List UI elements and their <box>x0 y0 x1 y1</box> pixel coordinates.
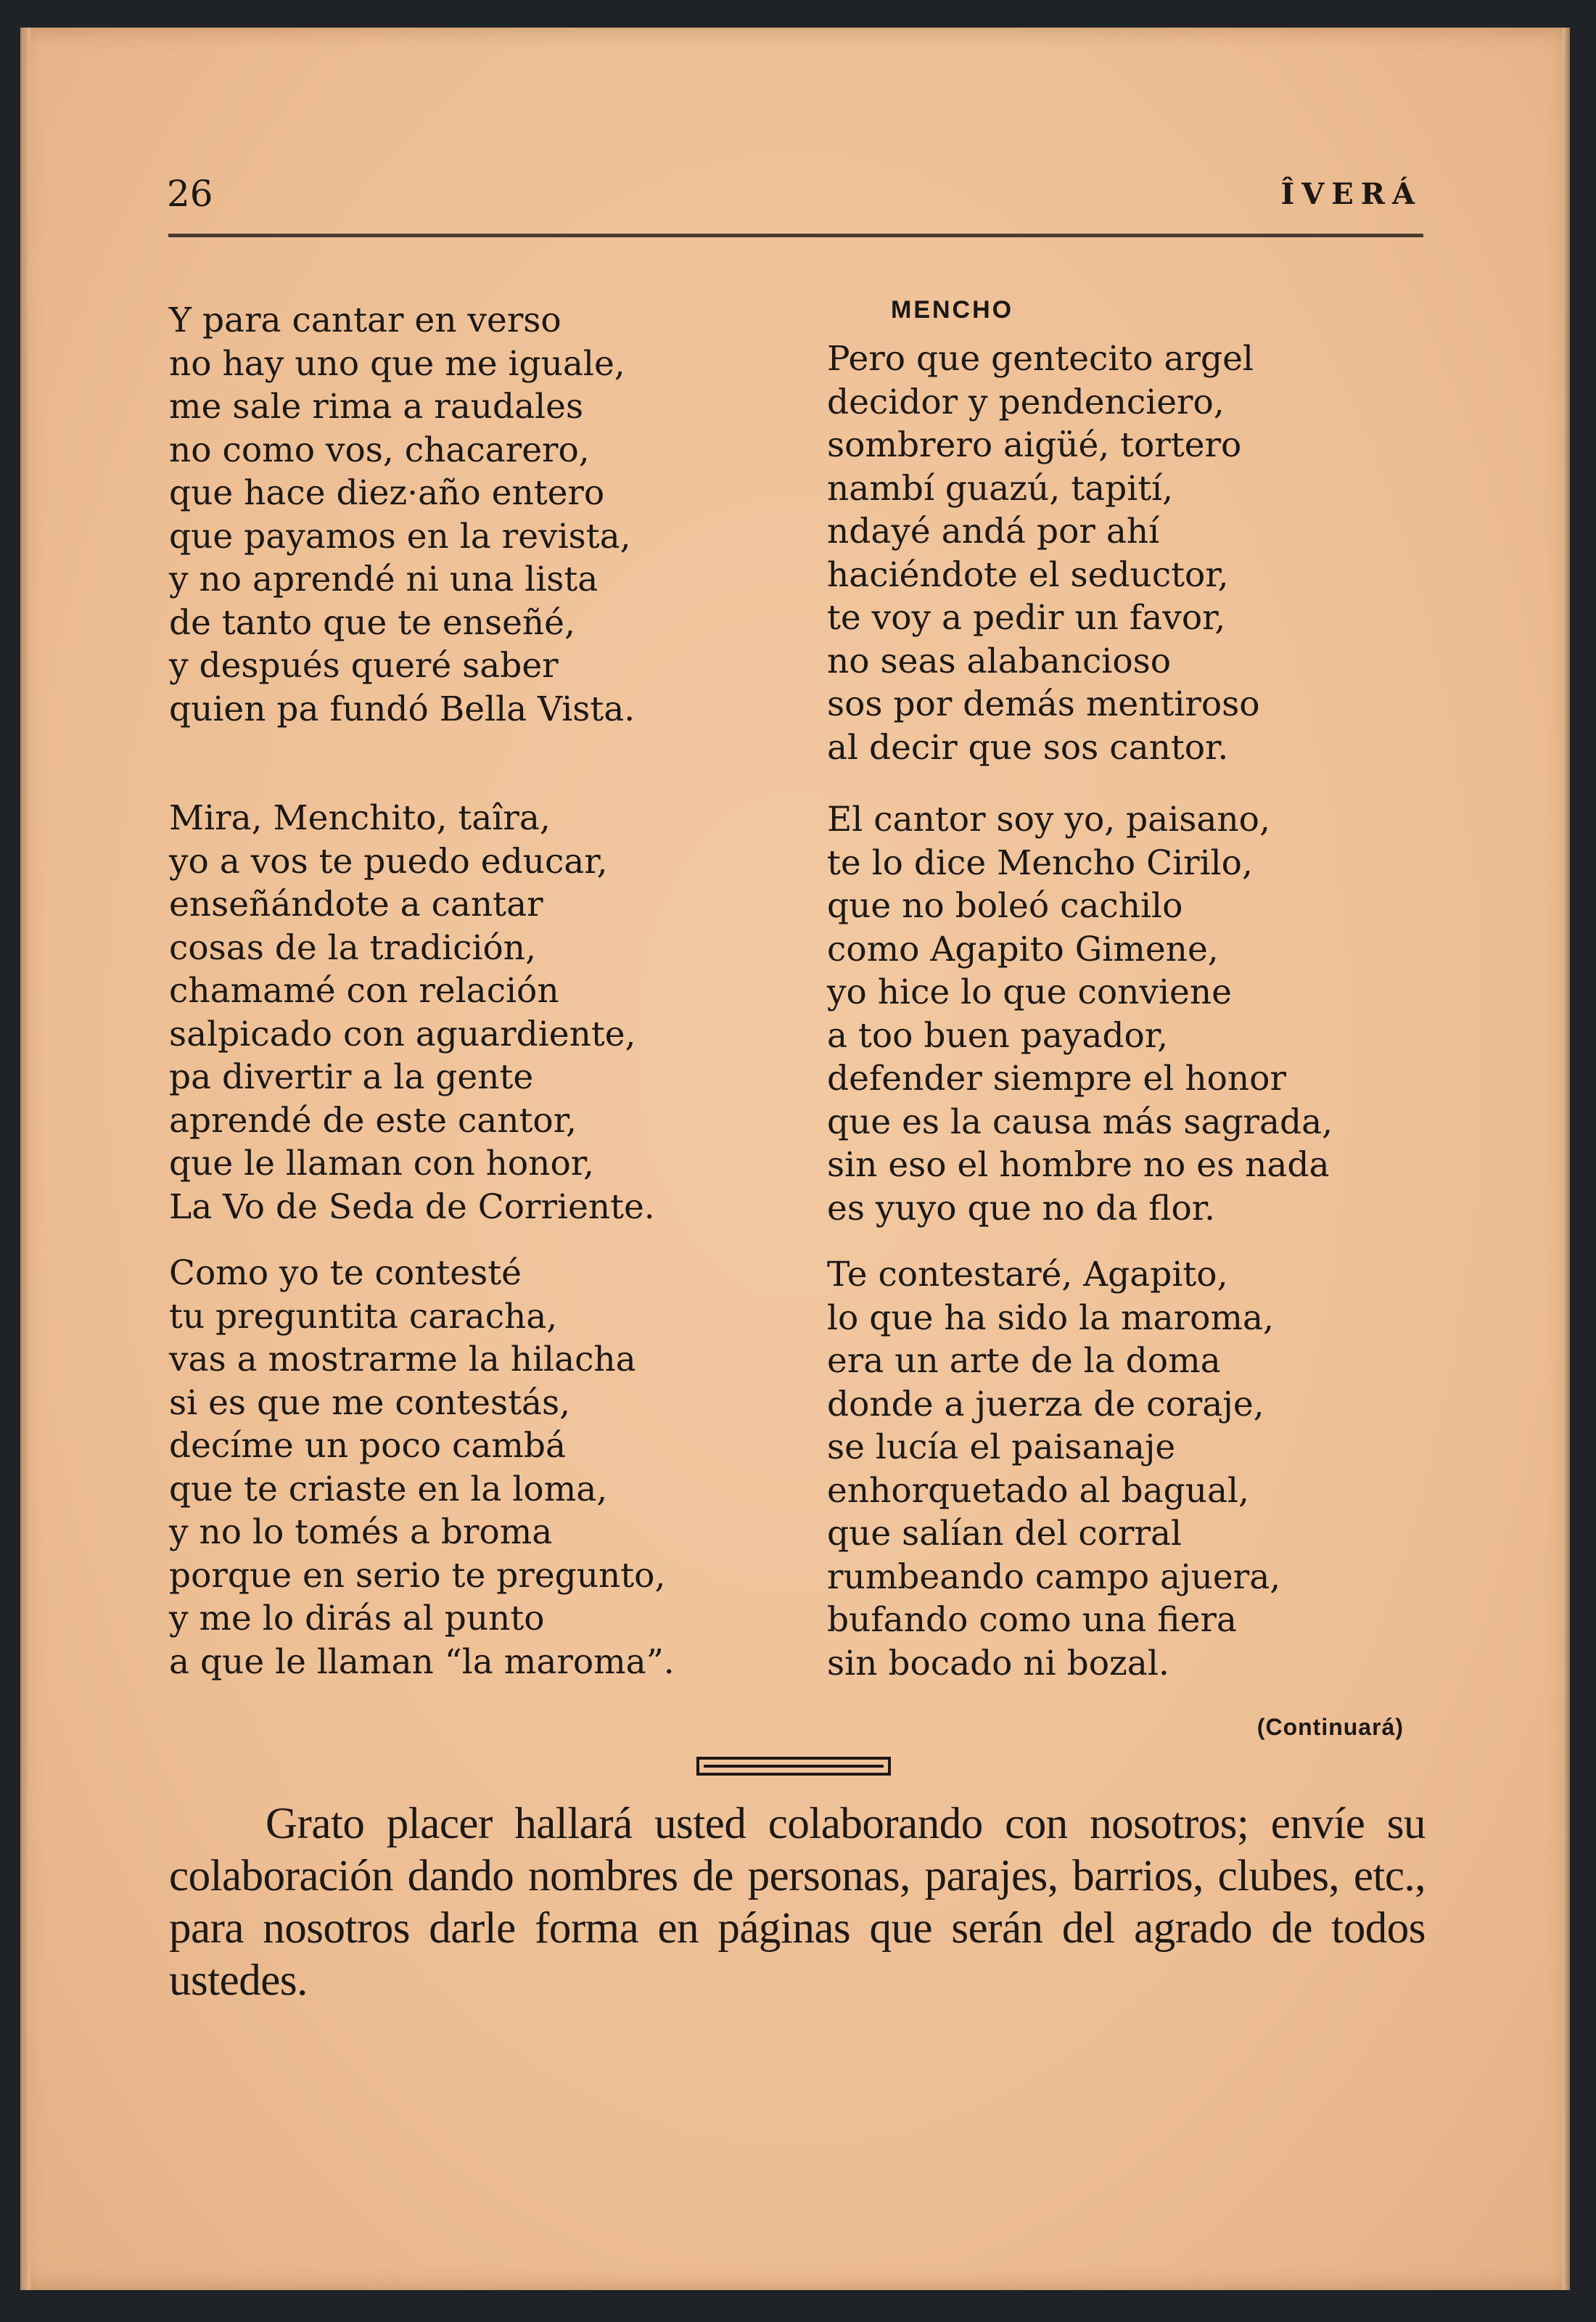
verse-line: que le llaman con honor, <box>169 1144 594 1183</box>
verse-line: y no aprendé ni una lista <box>169 559 598 599</box>
verse-line: Te contestaré, Agapito, <box>827 1255 1228 1295</box>
verse-line: pa divertir a la gente <box>169 1057 534 1097</box>
verse-line: tu preguntita caracha, <box>169 1296 558 1337</box>
verse-line: me sale rima a raudales <box>169 387 584 427</box>
verse-line: nambí guazú, tapití, <box>827 468 1174 509</box>
verse-line: La Vo de Seda de Corriente. <box>169 1186 655 1227</box>
verse-line: que salían del corral <box>827 1514 1182 1554</box>
verse-line: y me lo dirás al punto <box>169 1599 545 1638</box>
page-number: 26 <box>167 173 213 215</box>
header-rule <box>168 234 1423 237</box>
verse-line: que hace diez·año entero <box>169 473 605 513</box>
verse-line: yo a vos te puedo educar, <box>169 841 608 882</box>
verse-line: vas a mostrarme la hilacha <box>169 1340 636 1379</box>
verse-line: Y para cantar en verso <box>169 300 562 340</box>
verse-line: y después queré saber <box>169 646 559 686</box>
ornament-divider <box>696 1757 891 1776</box>
verse-line: no hay uno que me iguale, <box>169 343 625 384</box>
verse-line: no como vos, chacarero, <box>169 430 590 470</box>
verse-line: quien pa fundó Bella Vista. <box>169 689 635 729</box>
verse-line: donde a juerza de coraje, <box>827 1384 1264 1424</box>
verse-line: y no lo tomés a broma <box>169 1512 553 1552</box>
verse-line: sin eso el hombre no es nada <box>827 1145 1330 1185</box>
verse-line: al decir que sos cantor. <box>827 727 1229 768</box>
verse-line: El cantor soy yo, paisano, <box>827 800 1270 840</box>
verse-line: haciéndote el seductor, <box>827 554 1229 595</box>
speaker-label: MENCHO <box>891 296 1014 324</box>
verse-line: si es que me contestás, <box>169 1382 571 1423</box>
verse-line: a que le llaman “la maroma”. <box>169 1641 675 1682</box>
verse-line: yo hice lo que conviene <box>827 972 1232 1012</box>
verse-line: aprendé de este cantor, <box>169 1100 577 1141</box>
verse-line: porque en serio te pregunto, <box>169 1555 666 1596</box>
verse-line: Pero que gentecito argel <box>827 339 1254 379</box>
verse-line: decidor y pendenciero, <box>827 382 1225 422</box>
verse-line: que te criaste en la loma, <box>169 1469 608 1509</box>
verse-line: Como yo te contesté <box>169 1253 522 1293</box>
verse-line: decíme un poco cambá <box>169 1426 567 1466</box>
verse-line: que es la causa más sagrada, <box>827 1101 1333 1142</box>
notice-paragraph: Grato placer hallará usted colaborando con nosotros; envíe su colaboración dando nombres de personas, parajes, barrios, clubes, etc., para nosotros darle forma en páginas que serán del agrado de todos ustedes. <box>169 1800 1426 2005</box>
verse-line: no seas alabancioso <box>827 641 1172 681</box>
verse-line: se lucía el paisanaje <box>827 1427 1176 1467</box>
verse-line: a too buen payador, <box>827 1015 1169 1056</box>
verse-line: ndayé andá por ahí <box>827 512 1160 551</box>
verse-line: sin bocado ni bozal. <box>827 1643 1169 1683</box>
verse-line: es yuyo que no da flor. <box>827 1188 1216 1228</box>
verse-line: sombrero aigüé, tortero <box>827 425 1242 465</box>
verse-line: que payamos en la revista, <box>169 516 631 557</box>
running-head: ÎVERÁ <box>1280 177 1422 211</box>
verse-line: enseñándote a cantar <box>169 885 543 924</box>
verse-line: salpicado con aguardiente, <box>169 1014 636 1054</box>
verse-line: bufando como una fiera <box>827 1600 1237 1640</box>
verse-line: rumbeando campo ajuera, <box>827 1556 1281 1597</box>
verse-line: sos por demás mentiroso <box>827 684 1260 724</box>
verse-line: cosas de la tradición, <box>169 927 537 968</box>
verse-line: de tanto que te enseñé, <box>169 602 575 643</box>
continued-label: (Continuará) <box>1256 1714 1404 1740</box>
verse-line: lo que ha sido la maroma, <box>827 1297 1274 1338</box>
verse-line: como Agapito Gimene, <box>827 929 1219 969</box>
verse-line: defender siempre el honor <box>827 1059 1286 1099</box>
verse-line: enhorquetado al bagual, <box>827 1470 1249 1511</box>
verse-line: chamamé con relación <box>169 971 559 1011</box>
verse-line: Mira, Menchito, taîra, <box>169 798 551 838</box>
verse-line: te lo dice Mencho Cirilo, <box>827 842 1253 883</box>
verse-line: te voy a pedir un favor, <box>827 598 1226 638</box>
verse-line: era un arte de la doma <box>827 1341 1221 1381</box>
verse-line: que no boleó cachilo <box>827 886 1183 926</box>
